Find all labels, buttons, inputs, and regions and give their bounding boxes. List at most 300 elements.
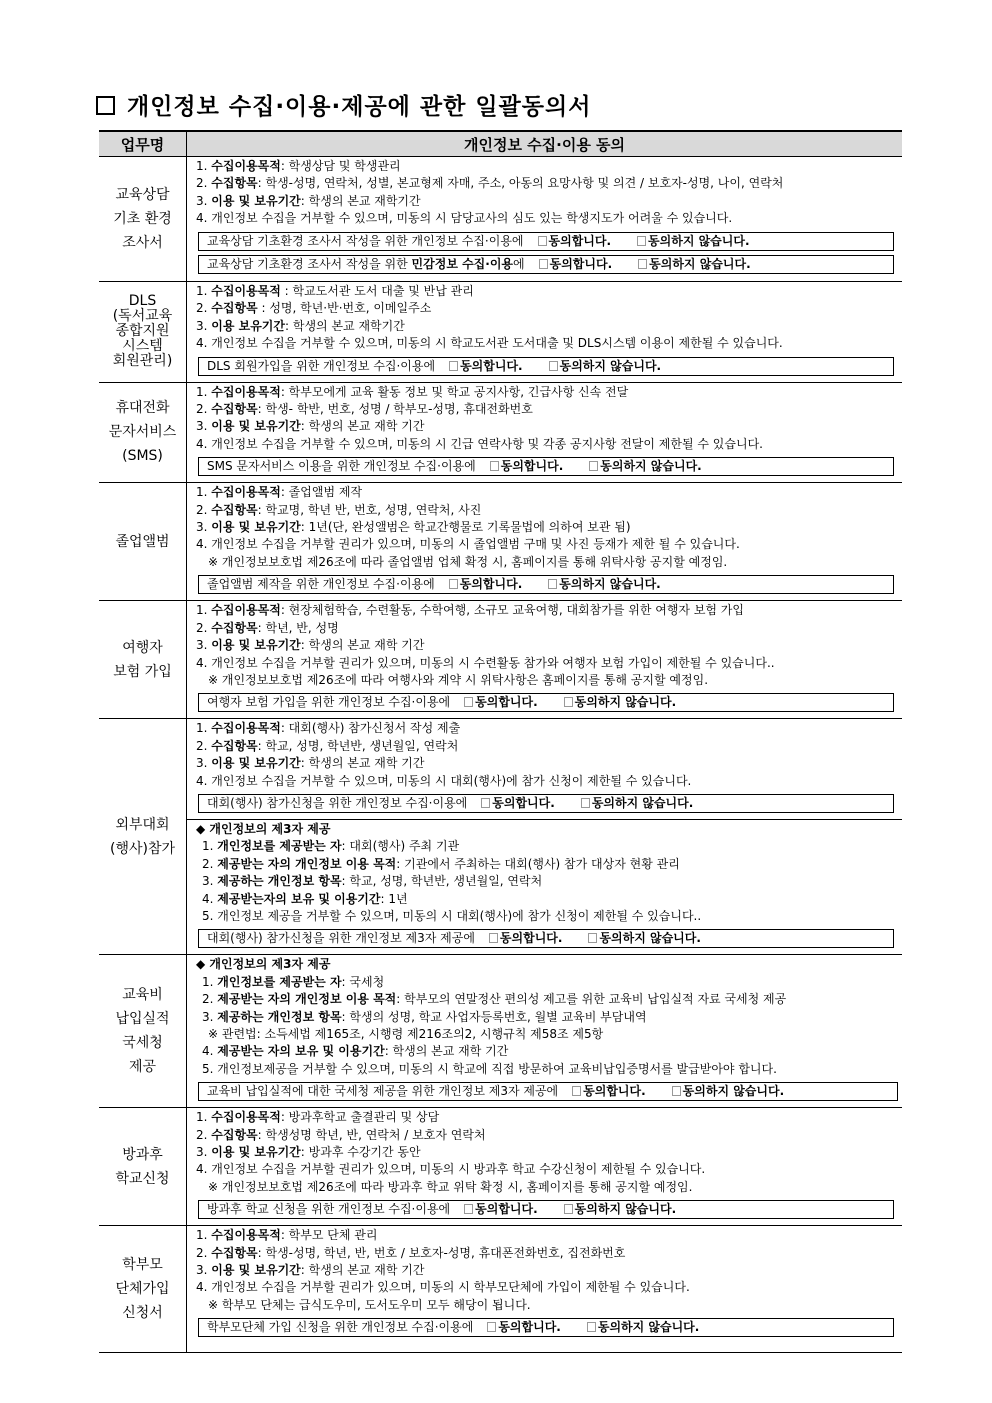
item-line <box>196 891 896 908</box>
task-name <box>99 282 187 383</box>
task-name-line: 외부대회 <box>115 816 170 833</box>
task-name-line: 방과후 <box>122 1146 163 1163</box>
disagree-checkbox[interactable] <box>548 579 557 589</box>
disagree-checkbox[interactable] <box>637 236 646 246</box>
consent-section <box>187 719 902 819</box>
item-number: 2. <box>196 402 212 417</box>
item-key: 개인정보를 제공받는 자 <box>217 974 342 989</box>
item-text: : 현장체험학습, 수련활동, 수학여행, 소규모 교육여행, 대회참가를 위한 여행자 보험 가입 <box>280 603 744 618</box>
disagree-checkbox[interactable] <box>672 1086 681 1096</box>
agree-checkbox[interactable] <box>490 461 499 471</box>
item-number: 3. <box>196 520 212 535</box>
agree-label[interactable]: 동의합니다. <box>460 358 523 373</box>
item-key: 제공받는 자의 보유 및 이용기간 <box>217 1044 385 1059</box>
consent-text: 교육비 납입실적에 대한 국세청 제공을 위한 개인정보 제3자 제공에 <box>207 1084 559 1099</box>
disagree-label[interactable]: 동의하지 않습니다. <box>648 233 750 248</box>
item-line <box>196 318 896 335</box>
item-text: : 국세청 <box>341 974 385 989</box>
consent-content <box>187 382 903 483</box>
consent-content <box>187 1108 903 1226</box>
item-line <box>196 755 896 772</box>
item-line <box>196 436 896 453</box>
agree-checkbox[interactable] <box>449 361 458 371</box>
item-key: 수집항목 <box>211 301 258 316</box>
disagree-checkbox[interactable] <box>589 461 598 471</box>
agree-option[interactable] <box>539 257 613 271</box>
item-key: 수집항목 <box>211 1245 258 1260</box>
section-heading: ◆ 개인정보의 제3자 제공 <box>196 957 331 972</box>
item-number: 1. <box>196 159 212 173</box>
disagree-label[interactable]: 동의하지 않습니다. <box>682 1084 785 1099</box>
item-number: 1. <box>196 384 212 399</box>
task-name-line: 교육비 <box>122 987 163 1004</box>
item-line <box>196 384 896 401</box>
consent-box <box>198 929 894 948</box>
item-text: : 대회(행사) 주최 기관 <box>341 839 460 854</box>
task-name-line: 신청서 <box>122 1305 163 1322</box>
consent-section <box>187 1108 902 1225</box>
item-key: 수집이용목적 <box>211 1110 281 1125</box>
item-number: 4. <box>202 891 218 906</box>
agree-checkbox[interactable] <box>538 236 547 246</box>
item-text: : 학생의 본교 재학 기간 <box>300 1263 425 1278</box>
item-number: 3. <box>196 756 212 771</box>
item-number: 4. <box>196 655 212 670</box>
item-line <box>196 175 896 192</box>
item-number: 2. <box>196 1245 212 1260</box>
consent-content <box>187 1226 903 1353</box>
disagree-checkbox[interactable] <box>638 259 647 269</box>
consent-section <box>187 955 902 1107</box>
agree-label[interactable]: 동의합니다. <box>492 795 555 810</box>
item-line <box>196 1161 896 1178</box>
consent-section <box>187 483 902 600</box>
task-name-line: 보험 가입 <box>113 663 172 680</box>
item-number: 2. <box>196 176 212 191</box>
consent-section <box>187 157 902 280</box>
consent-section <box>187 383 902 483</box>
task-name-line: 납입실적 <box>115 1011 170 1028</box>
agree-option[interactable] <box>449 359 523 373</box>
item-number: 3. <box>202 1009 218 1024</box>
item-number: 5. <box>202 908 218 923</box>
item-line <box>196 1127 896 1144</box>
item-text: 개인정보 수집을 거부할 권리가 있으며, 미동의 시 학부모단체에 가입이 제한될 수 있습니다. <box>211 1280 690 1295</box>
item-number: 1. <box>196 721 212 736</box>
task-name-line: 국세청 <box>122 1035 163 1052</box>
item-key: 제공하는 개인정보 항목 <box>217 874 342 889</box>
disagree-checkbox[interactable] <box>564 1204 573 1214</box>
item-text: : 학생의 성명, 학교 사업자등록번호, 월별 교육비 부담내역 <box>341 1009 647 1024</box>
task-name-line: 회원관리) <box>112 353 173 370</box>
item-text: : 학부모 단체 관리 <box>280 1228 378 1243</box>
item-text: : 1년 <box>380 891 408 906</box>
item-line <box>196 502 896 519</box>
agree-option[interactable] <box>464 695 538 709</box>
item-number: 5. <box>202 1061 218 1076</box>
task-name-line: 시스템 <box>122 338 163 355</box>
item-number: 4. <box>196 537 212 552</box>
disagree-option[interactable] <box>672 1084 784 1098</box>
item-key: 이용 및 보유기간 <box>211 1145 301 1160</box>
consent-content <box>187 483 903 601</box>
item-line <box>196 1245 896 1262</box>
task-name-line: 조사서 <box>122 235 163 251</box>
item-line <box>196 738 896 755</box>
table-row <box>99 282 902 383</box>
item-key: 이용 보유기간 <box>211 318 285 333</box>
disagree-option[interactable] <box>589 459 701 473</box>
item-text: : 학교, 성명, 학년반, 생년월일, 연락처 <box>341 874 543 889</box>
item-text: : 졸업앨범 제작 <box>280 485 363 500</box>
consent-box <box>198 357 894 376</box>
task-name-line: 종합지원 <box>115 323 170 340</box>
item-key: 수집이용목적 <box>211 284 281 298</box>
item-number: 2. <box>202 856 218 871</box>
item-line <box>196 720 896 737</box>
consent-text: 방과후 학교 신청을 위한 개인정보 수집·이용에 <box>207 1202 451 1217</box>
item-number: 2. <box>196 738 212 753</box>
consent-content <box>187 601 903 719</box>
agree-option[interactable] <box>487 1320 561 1334</box>
item-line <box>196 300 896 317</box>
task-name-line: 제공 <box>128 1059 157 1076</box>
consent-box <box>198 232 894 251</box>
agree-checkbox[interactable] <box>481 798 490 808</box>
agree-label[interactable]: 동의합니다. <box>498 1320 561 1335</box>
item-key: 수집항목 <box>211 1127 258 1142</box>
item-text: : 학부모에게 교육 활동 정보 및 학교 공지사항, 긴급사항 신속 전달 <box>280 384 629 399</box>
item-text: 개인정보 수집을 거부할 수 있으며, 미동의 시 학교도서관 도서대출 및 DLS시스템 이용이 제한될 수 있습니다. <box>211 336 783 351</box>
item-text: 개인정보 수집을 거부할 권리가 있으며, 미동의 시 방과후 학교 수강신청이 제한될 수 있습니다. <box>211 1162 706 1177</box>
agree-label[interactable]: 동의합니다. <box>548 233 612 248</box>
item-text: : 학생-성명, 연락처, 성별, 본교형제 자매, 주소, 아동의 요망사항 및 의견 / 보호자-성명, 나이, 연락처 <box>257 176 784 191</box>
agree-option[interactable] <box>449 577 523 591</box>
agree-option[interactable] <box>481 796 555 810</box>
disagree-label[interactable]: 동의하지 않습니다. <box>559 358 662 373</box>
item-key: 개인정보를 제공받는 자 <box>217 839 342 854</box>
item-number: 3. <box>196 419 212 434</box>
task-name-line: 휴대전화 <box>115 400 170 417</box>
item-key: 수집이용목적 <box>211 1228 281 1243</box>
item-line <box>196 637 896 654</box>
item-text: : 학부모의 연말정산 편의성 제고를 위한 교육비 납입실적 자료 국세청 제공 <box>396 992 787 1007</box>
header-consent: 개인정보 수집·이용 동의 <box>187 131 903 157</box>
task-name-line: 단체가입 <box>115 1281 170 1298</box>
item-text: 개인정보 수집을 거부할 수 있으며, 미동의 시 담당교사의 심도 있는 학생지도가 어려울 수 있습니다. <box>211 211 733 226</box>
item-number: 4. <box>196 336 212 351</box>
agree-option[interactable] <box>489 931 563 945</box>
item-key: 수집이용목적 <box>211 721 281 736</box>
item-key: 이용 및 보유기간 <box>211 1263 301 1278</box>
item-number: 3. <box>196 1145 212 1160</box>
item-key: 수집이용목적 <box>211 485 281 500</box>
agree-option[interactable] <box>464 1202 538 1216</box>
item-number: 3. <box>196 1263 212 1278</box>
item-line <box>196 1227 896 1244</box>
disagree-checkbox[interactable] <box>587 1322 596 1332</box>
disagree-option[interactable] <box>548 577 660 591</box>
item-key: 이용 및 보유기간 <box>211 638 301 653</box>
consent-text: DLS 회원가입을 위한 개인정보 수집·이용에 <box>207 358 436 373</box>
task-name <box>99 719 187 955</box>
agree-checkbox[interactable] <box>487 1322 496 1332</box>
consent-section <box>187 819 902 954</box>
disagree-label[interactable]: 동의하지 않습니다. <box>649 256 751 271</box>
task-name <box>99 382 187 483</box>
table-row <box>99 382 902 483</box>
consent-section <box>187 282 902 382</box>
item-line <box>196 873 896 890</box>
item-text: : 학생-성명, 학년, 반, 번호 / 보호자-성명, 휴대폰전화번호, 집전화번호 <box>257 1245 626 1260</box>
consent-text: SMS 문자서비스 이용을 위한 개인정보 수집·이용에 <box>207 459 476 474</box>
agree-checkbox[interactable] <box>464 1204 473 1214</box>
disagree-checkbox[interactable] <box>564 697 573 707</box>
item-line <box>196 158 896 175</box>
note-line: ※ 개인정보보호법 제26조에 따라 방과후 학교 위탁 확정 시, 홈페이지를 통해 공지할 예정임. <box>208 1179 693 1194</box>
item-line <box>196 1144 896 1161</box>
item-number: 4. <box>196 1162 212 1177</box>
item-number: 4. <box>196 436 212 451</box>
task-name-line: 기초 환경 <box>113 211 172 227</box>
item-number: 3. <box>196 318 212 333</box>
item-text: 개인정보 제공을 거부할 수 있으며, 미동의 시 대회(행사)에 참가 신청이 제한될 수 있습니다.. <box>217 908 702 923</box>
item-line <box>196 1109 896 1126</box>
document-title <box>96 88 591 121</box>
table-row <box>99 483 902 601</box>
agree-label[interactable]: 동의합니다. <box>459 577 523 592</box>
item-line <box>196 1061 896 1078</box>
item-text: : 대회(행사) 참가신청서 작성 제출 <box>280 721 461 736</box>
item-line <box>196 655 896 672</box>
disagree-checkbox[interactable] <box>549 361 558 371</box>
item-text: : 학생의 본교 재학 기간 <box>384 1044 509 1059</box>
disagree-label[interactable]: 동의하지 않습니다. <box>559 577 661 592</box>
item-text: : 1년(단, 완성앨범은 학교간행물로 기록물법에 의하여 보관 됨) <box>300 520 631 535</box>
agree-checkbox[interactable] <box>539 259 548 269</box>
item-text: : 학교, 성명, 학년반, 생년월일, 연락처 <box>257 738 459 753</box>
consent-text: 교육상담 기초환경 조사서 작성을 위한 개인정보 수집·이용에 <box>207 233 524 248</box>
consent-text-suffix: 에 <box>513 256 525 271</box>
agree-option[interactable] <box>572 1084 646 1098</box>
item-line <box>196 193 896 210</box>
disagree-checkbox[interactable] <box>581 798 590 808</box>
item-number: 3. <box>196 638 212 653</box>
item-key: 이용 및 보유기간 <box>211 419 301 434</box>
item-line <box>196 773 896 790</box>
item-key: 수집항목 <box>211 738 258 753</box>
consent-box <box>198 693 894 712</box>
item-line <box>196 602 896 619</box>
disagree-option[interactable] <box>588 931 700 945</box>
agree-label[interactable]: 동의합니다. <box>549 256 613 271</box>
item-text: 개인정보 수집을 거부할 권리가 있으며, 미동의 시 수련활동 참가와 여행자 보험 가입이 제한될 수 있습니다.. <box>211 655 775 670</box>
disagree-option[interactable] <box>564 1202 676 1216</box>
task-name <box>99 1108 187 1226</box>
item-line <box>196 418 896 435</box>
disagree-label[interactable]: 동의하지 않습니다. <box>597 1320 700 1335</box>
agree-label[interactable]: 동의합니다. <box>475 695 538 710</box>
consent-box <box>198 1200 894 1219</box>
agree-checkbox[interactable] <box>572 1086 581 1096</box>
item-number: 2. <box>202 992 218 1007</box>
item-line <box>196 536 896 553</box>
task-name-line: (행사)참가 <box>109 840 176 857</box>
item-number: 1. <box>196 1110 212 1125</box>
disagree-option[interactable] <box>564 695 676 709</box>
item-text: : 학교도서관 도서 대출 및 반납 관리 <box>280 284 474 298</box>
consent-section <box>187 1226 902 1343</box>
agree-option[interactable] <box>490 459 564 473</box>
item-text: 개인정보 수집을 거부할 수 있으며, 미동의 시 대회(행사)에 참가 신청이 제한될 수 있습니다. <box>211 773 692 788</box>
disagree-checkbox[interactable] <box>588 933 597 943</box>
table-row <box>99 1226 902 1353</box>
task-name <box>99 955 187 1108</box>
consent-box <box>198 575 894 594</box>
item-text: : 학생의 본교 재학 기간 <box>300 419 425 434</box>
item-line <box>196 210 896 227</box>
agree-label[interactable]: 동의합니다. <box>475 1202 538 1217</box>
table-row <box>99 1108 902 1226</box>
item-key: 이용 및 보유기간 <box>211 520 301 535</box>
item-text: : 학생상담 및 학생관리 <box>280 159 401 173</box>
consent-text-bold: 민감정보 수집·이용 <box>411 256 514 271</box>
item-number: 1. <box>202 839 218 854</box>
consent-text: 교육상담 기초환경 조사서 작성을 위한 <box>207 256 412 271</box>
disagree-label[interactable]: 동의하지 않습니다. <box>574 695 677 710</box>
header-task-name: 업무명 <box>99 131 187 157</box>
item-line <box>196 856 896 873</box>
disagree-option[interactable] <box>549 359 661 373</box>
agree-label[interactable]: 동의합니다. <box>500 459 564 474</box>
disagree-label[interactable]: 동의하지 않습니다. <box>591 795 694 810</box>
task-name-line: (독서교육 <box>112 308 173 325</box>
task-name <box>99 601 187 719</box>
task-name-line: 여행자 <box>122 639 163 656</box>
task-name-line: (SMS) <box>122 448 163 465</box>
consent-text: 대회(행사) 참가신청을 위한 개인정보 수집·이용에 <box>207 795 468 810</box>
consent-content <box>187 282 903 383</box>
item-text: : 학생성명 학년, 반, 연락처 / 보호자 연락처 <box>257 1127 486 1142</box>
consent-box <box>198 1082 898 1101</box>
disagree-option[interactable] <box>587 1320 699 1334</box>
disagree-label[interactable]: 동의하지 않습니다. <box>599 931 701 946</box>
item-line <box>196 838 896 855</box>
consent-text: 대회(행사) 참가신청을 위한 개인정보 제3자 제공에 <box>207 931 475 946</box>
table-header <box>99 131 902 157</box>
item-number: 1. <box>202 974 218 989</box>
disagree-option[interactable] <box>638 257 750 271</box>
item-number: 3. <box>196 193 212 208</box>
item-line <box>196 974 896 991</box>
item-key: 제공받는 자의 개인정보 이용 목적 <box>217 856 397 871</box>
disagree-label[interactable]: 동의하지 않습니다. <box>600 459 702 474</box>
task-name-line: 졸업앨범 <box>115 533 170 550</box>
item-key: 이용 및 보유기간 <box>211 193 301 208</box>
item-number: 1. <box>196 603 212 618</box>
table-row <box>99 955 902 1108</box>
task-name-line: 학교신청 <box>115 1170 170 1187</box>
square-bullet-icon <box>96 96 115 115</box>
item-line <box>196 620 896 637</box>
item-text: : 학생- 학반, 번호, 성명 / 학부모-성명, 휴대전화번호 <box>257 402 533 417</box>
item-line <box>196 1009 896 1026</box>
item-text: : 성명, 학년·반·번호, 이메일주소 <box>257 301 432 316</box>
disagree-label[interactable]: 동의하지 않습니다. <box>574 1202 677 1217</box>
agree-checkbox[interactable] <box>449 579 458 589</box>
consent-box <box>198 457 894 476</box>
table-row <box>99 601 902 719</box>
item-text: : 학생의 본교 재학 기간 <box>300 638 425 653</box>
task-name <box>99 157 187 282</box>
item-line <box>196 283 896 300</box>
item-line <box>196 401 896 418</box>
note-line: ※ 관련법: 소득세법 제165조, 시행령 제216조의2, 시행규칙 제58조 제5항 <box>208 1027 604 1041</box>
consent-box <box>198 794 894 813</box>
item-line <box>196 1279 896 1296</box>
item-key: 제공받는 자의 개인정보 이용 목적 <box>217 992 397 1007</box>
note-line: ※ 개인정보보호법 제26조에 따라 졸업앨범 업체 확정 시, 홈페이지를 통해 위탁사항 공지할 예정임. <box>208 554 728 569</box>
item-key: 수집항목 <box>211 402 258 417</box>
disagree-option[interactable] <box>581 796 693 810</box>
task-name <box>99 1226 187 1353</box>
consent-content <box>187 157 903 282</box>
title-text: 개인정보 수집·이용·제공에 관한 일괄동의서 <box>127 94 592 120</box>
item-text: : 기관에서 주최하는 대회(행사) 참가 대상자 현황 관리 <box>396 856 680 871</box>
item-number: 1. <box>196 485 212 500</box>
consent-box <box>198 1318 894 1337</box>
item-key: 제공받는자의 보유 및 이용기간 <box>217 891 381 906</box>
item-key: 수집항목 <box>211 620 258 635</box>
item-number: 4. <box>196 773 212 788</box>
table-row <box>99 157 902 282</box>
consent-text: 졸업앨범 제작을 위한 개인정보 수집·이용에 <box>207 577 435 592</box>
item-key: 수집이용목적 <box>211 384 281 399</box>
item-line <box>196 908 896 925</box>
consent-text: 여행자 보험 가입을 위한 개인정보 수집·이용에 <box>207 695 451 710</box>
task-name-line: 문자서비스 <box>108 424 177 441</box>
item-text: 개인정보 수집을 거부할 수 있으며, 미동의 시 긴급 연락사항 및 각종 공지사항 전달이 제한될 수 있습니다. <box>211 436 763 451</box>
item-text: : 학교명, 학년 반, 번호, 성명, 연락처, 사진 <box>257 502 482 517</box>
consent-text: 학부모단체 가입 신청을 위한 개인정보 수집·이용에 <box>207 1320 474 1335</box>
item-text: : 학생의 본교 재학 기간 <box>300 756 425 771</box>
agree-option[interactable] <box>538 234 612 248</box>
agree-checkbox[interactable] <box>464 697 473 707</box>
item-key: 수집항목 <box>211 176 258 191</box>
consent-content <box>187 955 903 1108</box>
item-number: 2. <box>196 1127 212 1142</box>
agree-label[interactable]: 동의합니다. <box>583 1084 646 1099</box>
item-number: 1. <box>196 1228 212 1243</box>
item-line <box>196 991 896 1008</box>
item-line <box>196 519 896 536</box>
item-number: 2. <box>196 301 212 316</box>
item-key: 제공하는 개인정보 항목 <box>217 1009 342 1024</box>
consent-section <box>187 601 902 718</box>
item-text: : 학년, 반, 성명 <box>257 620 339 635</box>
item-key: 수집이용목적 <box>211 159 281 173</box>
agree-label[interactable]: 동의합니다. <box>499 931 563 946</box>
agree-checkbox[interactable] <box>489 933 498 943</box>
disagree-option[interactable] <box>637 234 749 248</box>
item-number: 3. <box>202 874 218 889</box>
item-key: 이용 및 보유기간 <box>211 756 301 771</box>
item-number: 1. <box>196 284 212 298</box>
section-heading: ◆ 개인정보의 제3자 제공 <box>196 821 331 836</box>
item-key: 수집이용목적 <box>211 603 281 618</box>
task-name-line: 학부모 <box>122 1257 163 1274</box>
consent-table <box>99 130 902 1353</box>
